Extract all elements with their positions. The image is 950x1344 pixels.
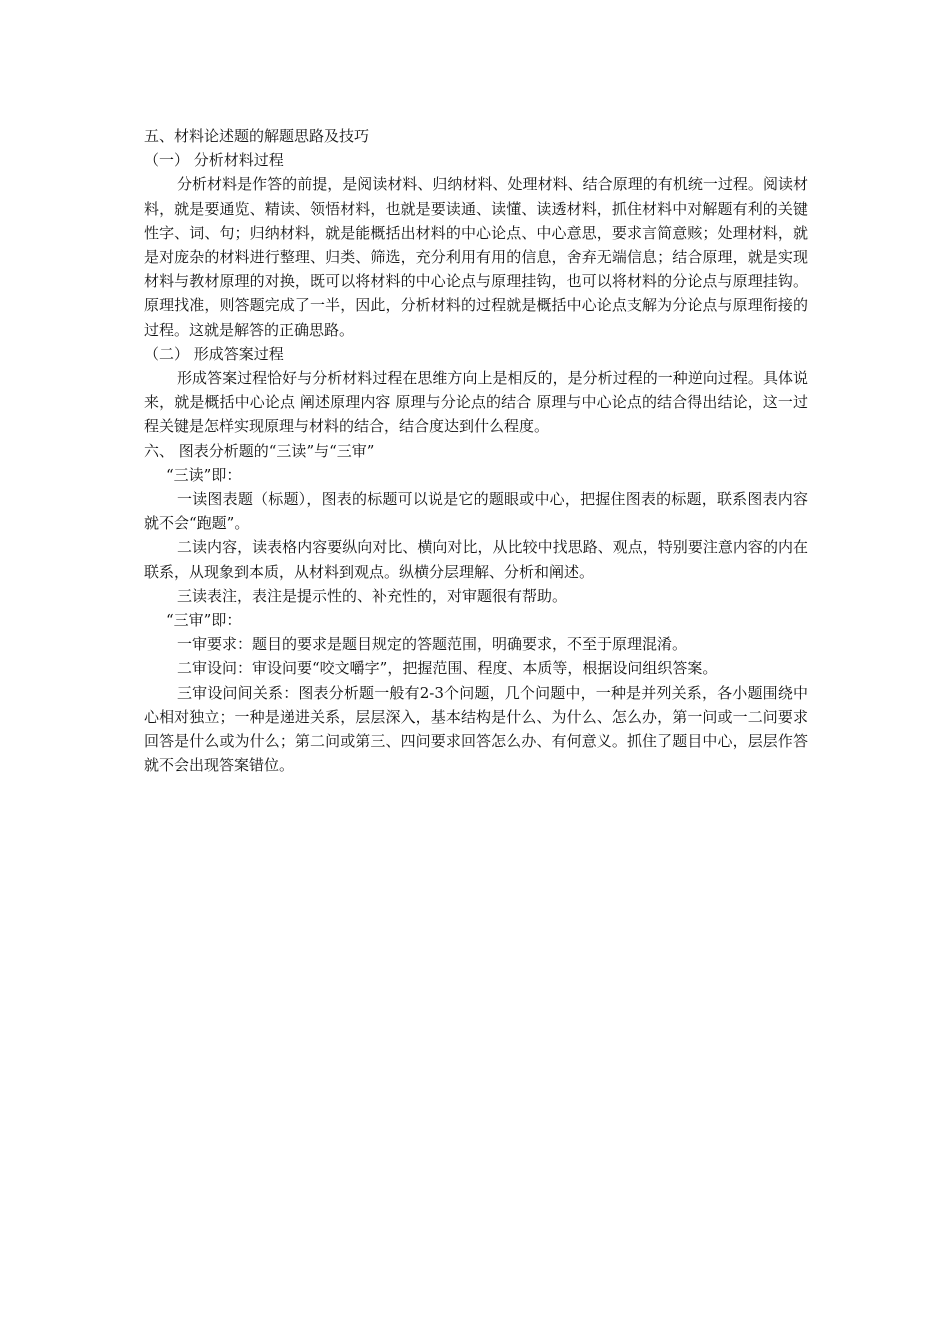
sanshen-item-2: 二审设问：审设问要“咬文嚼字”，把握范围、程度、本质等，根据设问组织答案。 xyxy=(177,659,718,678)
sandu-heading: “三读”即： xyxy=(166,465,242,484)
sandu-item-3: 三读表注，表注是提示性的、补充性的，对审题很有帮助。 xyxy=(177,586,568,605)
sandu-item-1: 一读图表题（标题），图表的标题可以说是它的题眼或中心，把握住图表的标题，联系图表内容就不会“跑题”。 xyxy=(144,490,808,533)
subsection1-title: （一） 分析材料过程 xyxy=(144,151,284,170)
section6-title: 六、 图表分析题的“三读”与“三审” xyxy=(144,441,375,460)
section5-title: 五、材料论述题的解题思路及技巧 xyxy=(144,127,370,145)
subsection1-body: 分析材料是作答的前提，是阅读材料、归纳材料、处理材料、结合原理的有机统一过程。阅读材料，就是要通览、精读、领悟材料，也就是要读通、读懂、读透材料，抓住材料中对解题有利的关键性字、词、句；归纳材料，就是能概括出材料的中心论点、中心意思，要求言简意赅；处理材料，就是对庞杂的材料进行整理、归类、筛选，充分利用有用的信息，舍弃无端信息；结合原理，就是实现材料与教材原理的对换，既可以将材料的中心论点与原理挂钩，也可以将材料的分论点与原理挂钩。原理找准，则答题完成了一半，因此，分析材料的过程就是概括中心论点支解为分论点与原理衔接的过程。这就是解答的正确思路。 xyxy=(144,175,808,339)
sanshen-item-1: 一审要求：题目的要求是题目规定的答题范围，明确要求，不至于原理混淆。 xyxy=(177,635,688,654)
sandu-item-2: 二读内容，读表格内容要纵向对比、横向对比，从比较中找思路、观点，特别要注意内容的内在联系，从现象到本质，从材料到观点。纵横分层理解、分析和阐述。 xyxy=(144,538,808,581)
subsection2-body: 形成答案过程恰好与分析材料过程在思维方向上是相反的，是分析过程的一种逆向过程。具体说来，就是概括中心论点 阐述原理内容 原理与分论点的结合 原理与中心论点的结合得出结论，这一过程关键是怎样实现原理与材料的结合，结合度达到什么程度。 xyxy=(144,369,808,436)
sanshen-heading: “三审”即： xyxy=(166,611,242,630)
document-page xyxy=(144,124,808,777)
sanshen-item-3: 三审设问间关系：图表分析题一般有2-3个问题，几个问题中，一种是并列关系，各小题围绕中心相对独立；一种是递进关系，层层深入，基本结构是什么、为什么、怎么办，第一问或一二问要求回答是什么或为什么；第二问或第三、四问要求回答怎么办、有何意义。抓住了题目中心，层层作答就不会出现答案错位。 xyxy=(144,683,808,775)
subsection2-title: （二） 形成答案过程 xyxy=(144,344,284,363)
